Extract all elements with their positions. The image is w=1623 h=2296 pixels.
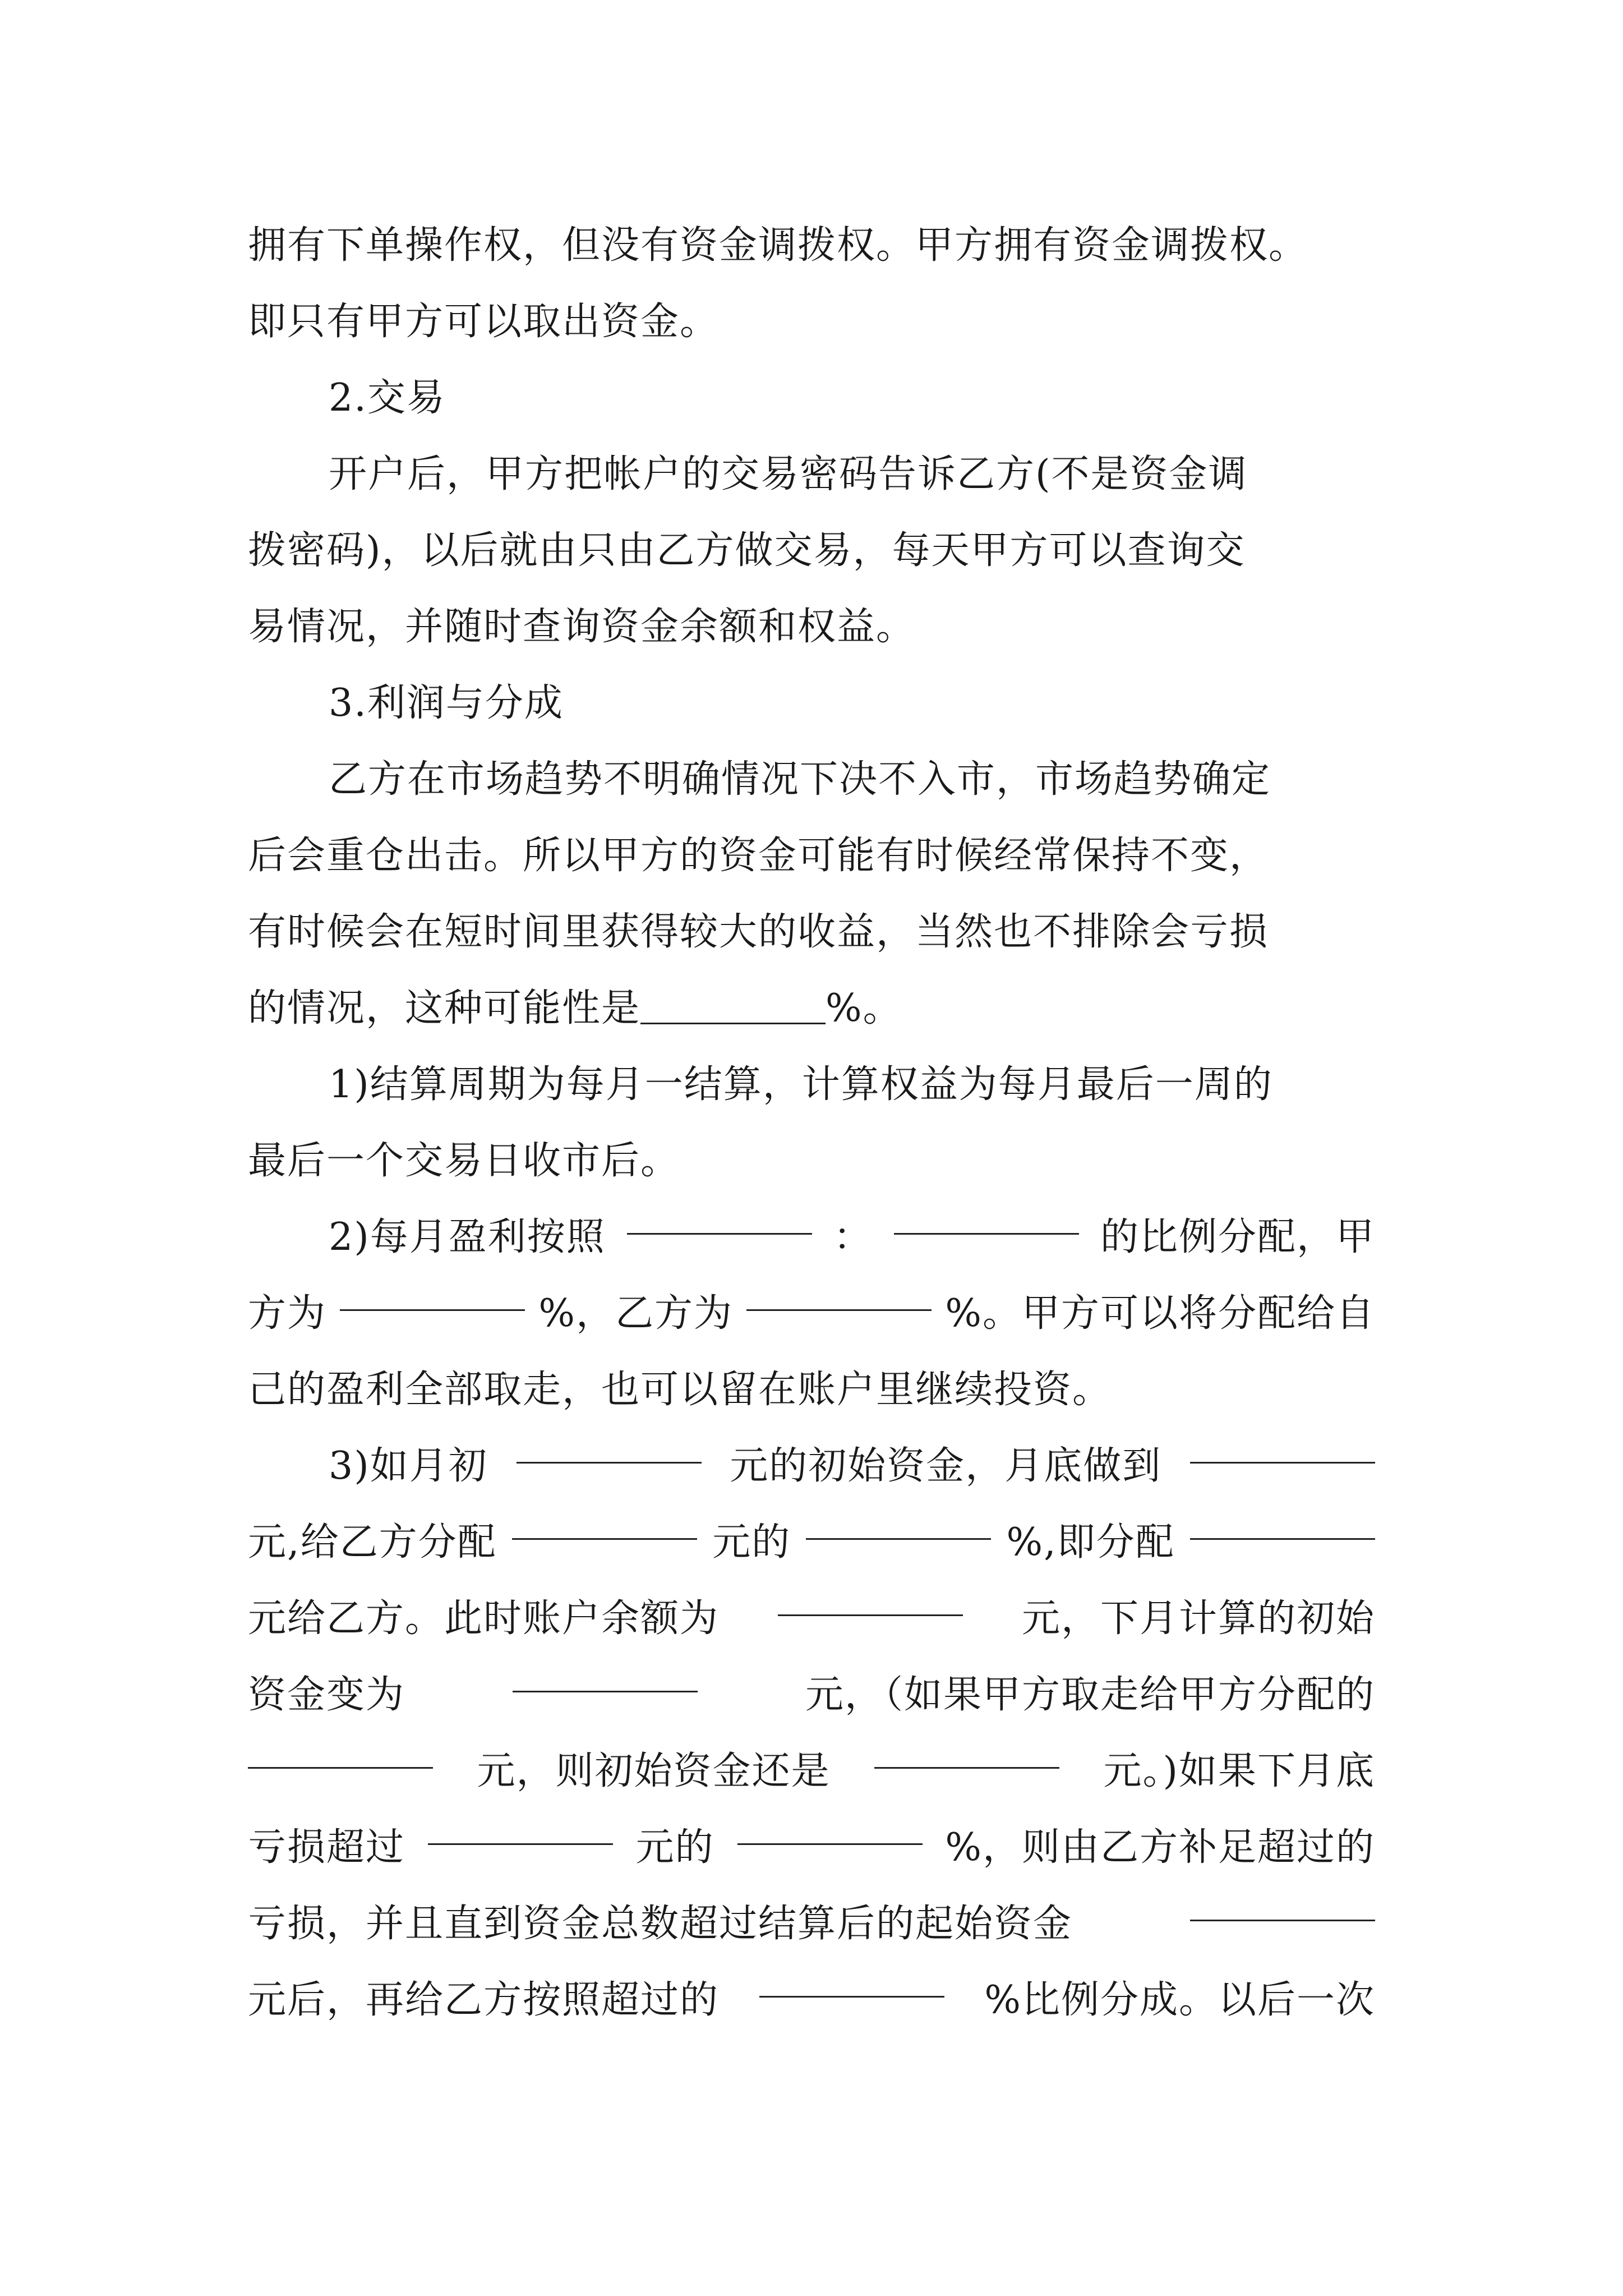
blank-field[interactable] <box>517 1428 702 1464</box>
blank-field[interactable] <box>1190 1886 1375 1921</box>
blank-field[interactable] <box>806 1504 991 1540</box>
text-line: 的情况，这种可能性是 %。 <box>248 986 902 1030</box>
text-line: 元给乙方。此时账户余额为 元，下月计算的初始 <box>248 1581 1386 1657</box>
text-line: 3)如月初 元的初始资金，月底做到 <box>248 1428 1386 1504</box>
text-line: 资金变为 元，（如果甲方取走给甲方分配的 <box>248 1657 1386 1733</box>
document-page <box>248 208 1386 2039</box>
blank-field[interactable] <box>640 989 826 1024</box>
text-line: 即只有甲方可以取出资金。 <box>248 300 720 344</box>
text-line: 拥有下单操作权，但没有资金调拨权。甲方拥有资金调拨权。 <box>248 223 1308 268</box>
text-line: 易情况，并随时查询资金余额和权益。 <box>248 605 916 649</box>
blank-field[interactable] <box>874 1733 1059 1769</box>
text-line: 己的盈利全部取走，也可以留在账户里继续投资。 <box>248 1368 1112 1412</box>
blank-field[interactable] <box>737 1810 923 1845</box>
text-line: 后会重仓出击。所以甲方的资金可能有时候经常保持不变， <box>248 834 1269 878</box>
text-line: 元，则初始资金还是 元。)如果下月底 <box>248 1733 1386 1810</box>
blank-field[interactable] <box>248 1733 433 1769</box>
text-line: 最后一个交易日收市后。 <box>248 1139 680 1183</box>
blank-field[interactable] <box>512 1504 697 1540</box>
blank-field[interactable] <box>746 1276 932 1311</box>
text-line: 2)每月盈利按照 ： 的比例分配，甲 <box>248 1199 1386 1276</box>
blank-field[interactable] <box>778 1581 963 1616</box>
text-line: 开户后，甲方把帐户的交易密码告诉乙方(不是资金调 <box>329 452 1248 496</box>
blank-field[interactable] <box>894 1199 1079 1235</box>
text-line: 元,给乙方分配 元的 %,即分配 <box>248 1504 1386 1581</box>
blank-field[interactable] <box>513 1657 698 1692</box>
text-line: 方为 %，乙方为 %。甲方可以将分配给自 <box>248 1276 1386 1352</box>
blank-field[interactable] <box>428 1810 613 1845</box>
blank-field[interactable] <box>340 1276 525 1311</box>
section-heading-trade: 2.交易 <box>329 376 446 420</box>
text-line: 亏损超过 元的 %，则由乙方补足超过的 <box>248 1810 1386 1886</box>
text-line: 亏损，并且直到资金总数超过结算后的起始资金 <box>248 1886 1386 1962</box>
section-heading-profit: 3.利润与分成 <box>329 681 564 725</box>
text-line: 元后，再给乙方按照超过的 %比例分成。以后一次 <box>248 1962 1386 2039</box>
blank-field[interactable] <box>759 1962 944 1998</box>
text-line: 有时候会在短时间里获得较大的收益，当然也不排除会亏损 <box>248 910 1269 954</box>
text-line: 拨密码)，以后就由只由乙方做交易，每天甲方可以查询交 <box>248 528 1246 573</box>
blank-field[interactable] <box>1190 1504 1375 1540</box>
blank-field[interactable] <box>627 1199 812 1235</box>
text-line: 1)结算周期为每月一结算，计算权益为每月最后一周的 <box>329 1062 1273 1107</box>
blank-field[interactable] <box>1190 1428 1375 1464</box>
text-line: 乙方在市场趋势不明确情况下决不入市，市场趋势确定 <box>329 757 1271 802</box>
